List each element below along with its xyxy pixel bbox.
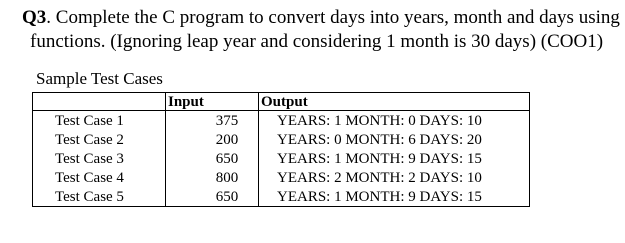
question-label: Q3	[22, 7, 47, 28]
test-case-input	[166, 187, 259, 207]
header-cell-output: Output	[259, 93, 530, 111]
table-row	[33, 149, 530, 168]
test-case-name: Test Case 4	[33, 168, 166, 187]
table-header-row	[33, 93, 530, 111]
table-caption: Sample Test Cases	[36, 69, 163, 88]
test-case-input	[166, 149, 259, 168]
test-case-input-value: 650	[215, 150, 239, 167]
test-cases-table	[32, 92, 530, 207]
table-row	[33, 187, 530, 207]
question-line-1-text: . Complete the C program to convert days into years, month and days using	[46, 7, 620, 28]
question-line-1	[22, 6, 622, 30]
table-row	[33, 168, 530, 187]
header-cell-input: Input	[166, 93, 259, 111]
test-case-input-value: 650	[215, 188, 239, 205]
test-case-name: Test Case 3	[33, 149, 166, 168]
table-row	[33, 130, 530, 149]
question-text	[22, 6, 622, 54]
table-row	[33, 111, 530, 131]
test-case-input	[166, 168, 259, 187]
header-cell-name	[33, 93, 166, 111]
test-case-input	[166, 111, 259, 131]
test-case-output: YEARS: 0 MONTH: 6 DAYS: 20	[259, 130, 530, 149]
test-case-name: Test Case 1	[33, 111, 166, 131]
test-case-output: YEARS: 1 MONTH: 0 DAYS: 10	[259, 111, 530, 131]
test-case-output: YEARS: 1 MONTH: 9 DAYS: 15	[259, 187, 530, 207]
test-case-output: YEARS: 2 MONTH: 2 DAYS: 10	[259, 168, 530, 187]
question-line-2: functions. (Ignoring leap year and considering 1 month is 30 days) (COO1)	[30, 31, 604, 52]
test-case-name: Test Case 2	[33, 130, 166, 149]
test-case-input-value: 200	[215, 131, 239, 148]
test-case-name: Test Case 5	[33, 187, 166, 207]
test-case-input-value: 800	[215, 169, 239, 186]
test-case-output: YEARS: 1 MONTH: 9 DAYS: 15	[259, 149, 530, 168]
test-case-input	[166, 130, 259, 149]
test-case-input-value: 375	[215, 112, 239, 129]
